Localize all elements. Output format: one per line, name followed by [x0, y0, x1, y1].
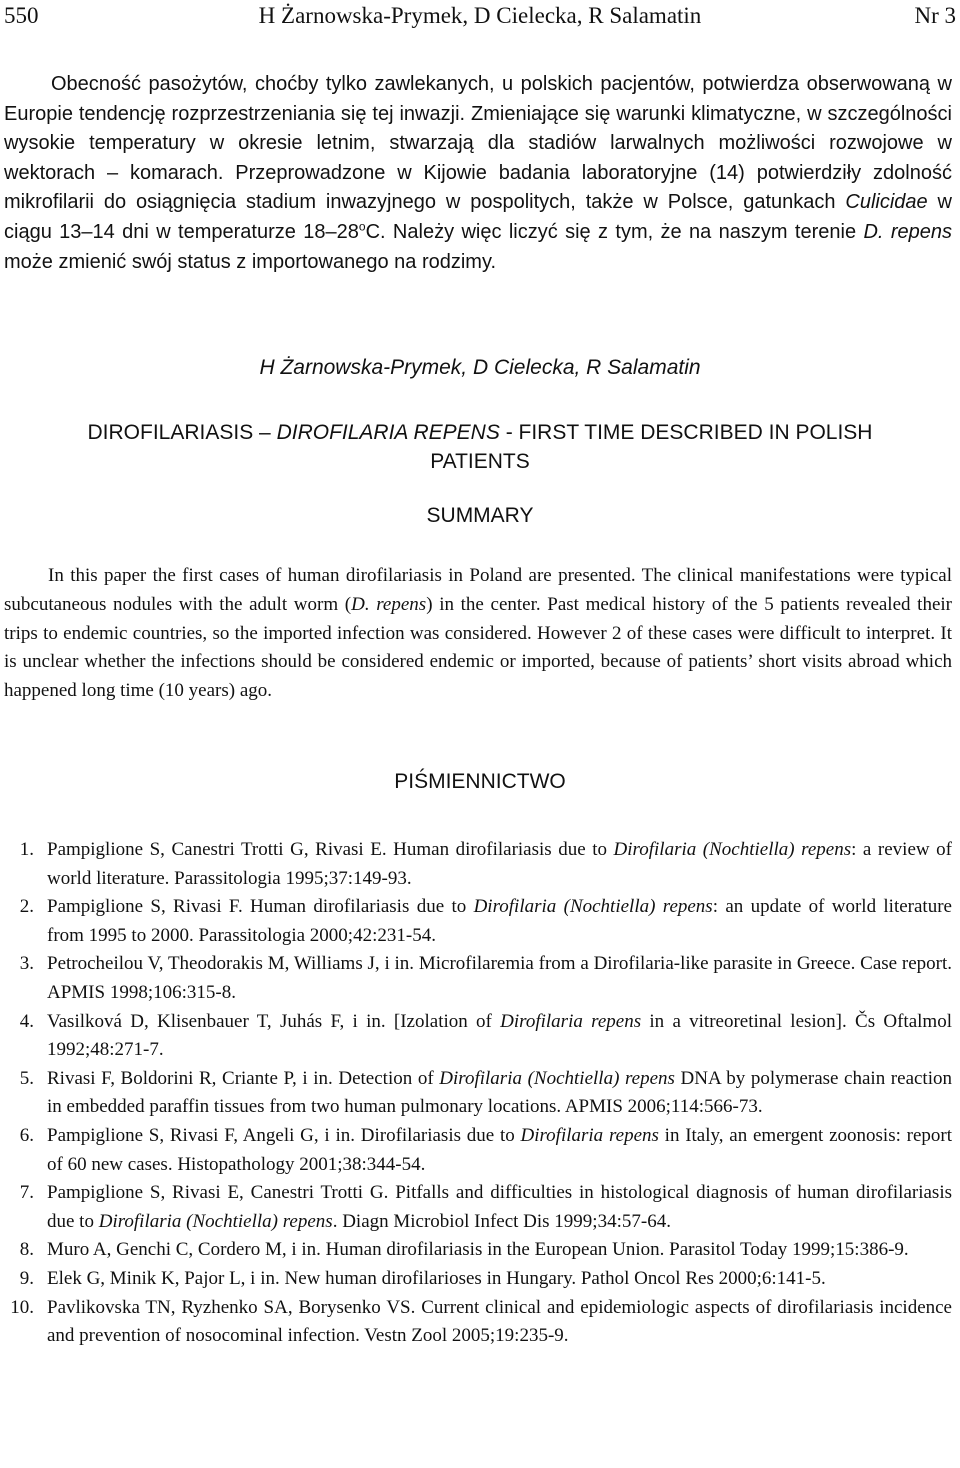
- polish-conclusion-paragraph: [4, 70, 952, 277]
- reference-italic: Dirofilaria (Nochtiella) repens: [98, 1210, 333, 1232]
- reference-italic: Dirofilaria (Nochtiella) repens: [613, 839, 852, 860]
- reference-text: Pampiglione S, Rivasi E, Canestri Trotti G. Pitfalls and difficulties in histological diagnosis of human dirofilariasis due to: [47, 1182, 952, 1232]
- reference-text: in Italy, an emergent zoonosis: report of 60 new cases. Histopathology 2001;38:344-54.: [47, 1124, 952, 1175]
- paragraph-text: Obecność pasożytów, choćby tylko zawlekanych, u polskich pacjentów, potwierdza obserwowaną w Europie tendencję rozprzestrzeniania się tej inwazji. Zmieniające się warunki klimatyczne, w szczególności wysokie temperatury w okresie letnim, stwarzają dla stadiów larwalnych możliwości rozwojowe w wektorach – komarach. Przeprowadzone w Kijowie badania laboratoryjne (14) potwierdziły zdolność mikrofilarii do osiągnięcia stadium inwazyjnego w pospolitych, także w Polsce, gatunkach: [4, 73, 952, 214]
- page-number: 550: [4, 3, 39, 28]
- reference-item: [4, 1265, 952, 1294]
- reference-number: 10.: [10, 1296, 34, 1318]
- summary-authors: H Żarnowska-Prymek, D Cielecka, R Salamatin: [259, 356, 701, 379]
- reference-number: 1.: [19, 839, 34, 860]
- reference-text: DNA by polymerase chain reaction in embedded paraffin tissues from two human pulmonary locations. APMIS 2006;114:566-73.: [47, 1067, 952, 1118]
- paragraph-text: może zmienić swój status z importowanego na rodzimy.: [4, 250, 497, 273]
- title-italic-taxon: DIROFILARIA REPENS: [276, 421, 500, 444]
- summary-title: [40, 418, 920, 476]
- reference-text: Rivasi F, Boldorini R, Criante P, i in. Detection of: [47, 1067, 440, 1089]
- reference-text: in a vitreoretinal lesion]. Čs Oftalmol 1992;48:271-7.: [47, 1010, 952, 1061]
- reference-number: 6.: [19, 1124, 34, 1146]
- reference-item: [4, 893, 952, 950]
- reference-text: Muro A, Genchi C, Cordero M, i in. Human dirofilariasis in the European Union. Parasitol Today 1999;15:386-9.: [47, 1239, 909, 1261]
- reference-item: [4, 1179, 952, 1236]
- issue-number: Nr 3: [914, 3, 956, 28]
- summary-text: [4, 562, 952, 706]
- reference-italic: Dirofilaria (Nochtiella) repens: [473, 896, 713, 918]
- paragraph-text: C. Należy więc liczyć się z tym, że na naszym terenie: [365, 220, 864, 243]
- running-header: [0, 2, 960, 32]
- reference-number: 7.: [19, 1182, 34, 1204]
- reference-text: Pampiglione S, Canestri Trotti G, Rivasi E. Human dirofilariasis due to: [47, 839, 614, 860]
- reference-text: Pampiglione S, Rivasi F. Human dirofilariasis due to: [47, 896, 474, 918]
- reference-text: Elek G, Minik K, Pajor L, i in. New human dirofilarioses in Hungary. Pathol Oncol Res 2000;6:141-5.: [47, 1267, 826, 1289]
- reference-item: [4, 1122, 952, 1179]
- paragraph-text: w ciągu 13–14 dni w temperaturze 18–28: [4, 191, 952, 243]
- reference-number: 2.: [19, 896, 34, 918]
- reference-text: Vasilková D, Klisenbauer T, Juhás F, i in. [Izolation of: [47, 1010, 501, 1032]
- reference-text: Pavlikovska TN, Ryzhenko SA, Borysenko VS. Current clinical and epidemiologic aspects of dirofilariasis incidence and prevention of nosocominal infection. Vestn Zool 2005;19:235-9.: [47, 1296, 952, 1347]
- summary-heading: SUMMARY: [426, 504, 534, 527]
- summary-sentence: ) in the center. Past medical history of the 5 patients revealed their trips to endemic countries, so the imported infection was considered. However 2 of these cases were difficult to interpret. It is unclear whether the infections should be considered endemic or imported, because of patients’ short visits abroad which happened long time (10 years) ago.: [4, 593, 953, 702]
- italic-taxon: D. repens: [351, 593, 427, 615]
- italic-taxon: Culicidae: [845, 191, 928, 214]
- running-header-authors: H Żarnowska-Prymek, D Cielecka, R Salamatin: [258, 3, 702, 28]
- title-text: DIROFILARIASIS –: [87, 421, 277, 444]
- references-list: [4, 836, 952, 1351]
- reference-text: . Diagn Microbiol Infect Dis 1999;34:57-64.: [332, 1210, 671, 1232]
- reference-number: 4.: [19, 1010, 34, 1032]
- reference-item: [4, 1008, 952, 1065]
- references-heading: PIŚMIENNICTWO: [394, 770, 566, 793]
- reference-number: 5.: [19, 1067, 34, 1089]
- reference-italic: Dirofilaria (Nochtiella) repens: [439, 1067, 675, 1089]
- italic-taxon: D. repens: [863, 220, 952, 243]
- reference-item: [4, 950, 952, 1007]
- reference-italic: Dirofilaria repens: [520, 1124, 659, 1146]
- reference-number: 9.: [19, 1267, 34, 1289]
- reference-text: : a review of world literature. Parassitologia 1995;37:149-93.: [47, 839, 952, 889]
- degree-superscript: o: [358, 219, 366, 234]
- reference-text: Petrocheilou V, Theodorakis M, Williams J, i in. Microfilaremia from a Dirofilaria-like parasite in Greece. Case report. APMIS 1998;106:315-8.: [47, 953, 952, 1003]
- title-text: - FIRST TIME DESCRIBED IN POLISH PATIENTS: [430, 421, 873, 473]
- reference-italic: Dirofilaria repens: [500, 1010, 642, 1032]
- reference-item: [4, 836, 952, 893]
- reference-number: 3.: [19, 953, 34, 975]
- reference-item: [4, 1236, 952, 1265]
- reference-text: : an update of world literature from 1995 to 2000. Parassitologia 2000;42:231-54.: [47, 896, 952, 946]
- reference-item: [4, 1294, 952, 1351]
- reference-text: Pampiglione S, Rivasi F, Angeli G, i in. Dirofilariasis due to: [47, 1124, 521, 1146]
- reference-item: [4, 1065, 952, 1122]
- summary-sentence: In this paper the first cases of human dirofilariasis in Poland are presented. The clinical manifestations were typical subcutaneous nodules with the adult worm (: [4, 565, 952, 615]
- reference-number: 8.: [19, 1239, 34, 1261]
